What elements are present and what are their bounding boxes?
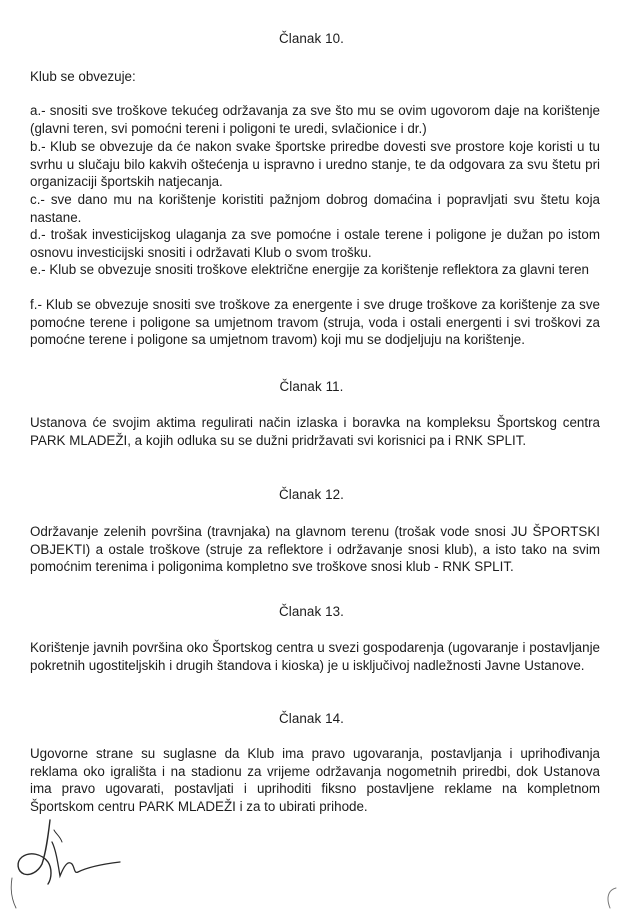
article-14-heading: Članak 14.: [278, 711, 345, 726]
article-10-item-a: a.- snositi sve troškove tekućeg održavanja za sve što mu se ovim ugovorom daje na korištenje (glavni teren, svi pomoćni tereni i poligoni te uredi, svlačionice i dr.): [30, 103, 600, 136]
article-13-heading: Članak 13.: [278, 604, 345, 619]
article-11-heading: Članak 11.: [279, 379, 344, 394]
article-10-heading: Članak 10.: [278, 31, 345, 46]
article-12-heading: Članak 12.: [278, 487, 345, 502]
article-10-item-c: c.- sve dano mu na korištenje koristiti pažnjom dobrog domaćina i popravljati svu štetu koja nastane.: [30, 192, 600, 225]
article-13-text: Korištenje javnih površina oko Športskog centra u svezi gospodarenja (ugovaranje i postavljanje pokretnih ugostiteljskih i drugih štandova i kioska) je u isključivoj nadležnosti Javne Ustanove.: [30, 640, 600, 673]
article-10-intro: Klub se obvezuje:: [30, 69, 136, 84]
handwritten-signature: [8, 812, 148, 912]
article-11-text: Ustanova će svojim aktima regulirati način izlaska i boravka na kompleksu Športskog centra PARK MLADEŽI, a kojih odluka su se dužni pridržavati svi korisnici pa i RNK SPLIT.: [30, 415, 600, 448]
corner-mark: [600, 884, 620, 910]
article-14-text: Ugovorne strane su suglasne da Klub ima pravo ugovaranja, postavljanja i uprihođivanja reklama oko igrališta i na stadionu za vrijeme održavanja nogometnih priredbi, dok Ustanova ima pravo ugovarati, postavljati i uprihoditi fiksno postavljene reklame na kompletnom Športskom centru PARK MLADEŽI i za to ubirati prihode.: [30, 746, 600, 814]
article-10-item-b: b.- Klub se obvezuje da će nakon svake športske priredbe dovesti sve prostore koje koristi u tu svrhu u slučaju bilo kakvih oštećenja u ispravno i uredno stanje, te da odgovara za svu štetu pri organizaciji športskih natjecanja.: [30, 139, 600, 190]
article-12-text: Održavanje zelenih površina (travnjaka) na glavnom terenu (trošak vode snosi JU ŠPORTSKI OBJEKTI) a ostale troškove (struje za reflektore i održavanje snosi klub), a isto tako na svim pomoćnim terenima i poligonima kompletno sve troškove snosi klub - RNK SPLIT.: [30, 524, 600, 575]
article-10-item-e: e.- Klub se obvezuje snositi troškove električne energije za korištenje reflektora za glavni teren: [30, 262, 589, 277]
article-10-item-d: d.- trošak investicijskog ulaganja za sve pomoćne i ostale terene i poligone je dužan po istom osnovu investicijski snositi i održavati Klub o svom trošku.: [30, 227, 600, 260]
article-10-item-f: f.- Klub se obvezuje snositi sve troškove za energente i sve druge troškove za korištenje za sve pomoćne terene i poligone sa umjetnom travom (struja, voda i ostali energenti i svi troškovi za pomoćne terene i poligone sa umjetnom travom) koji mu se dodjeljuju na korištenje.: [30, 297, 600, 348]
